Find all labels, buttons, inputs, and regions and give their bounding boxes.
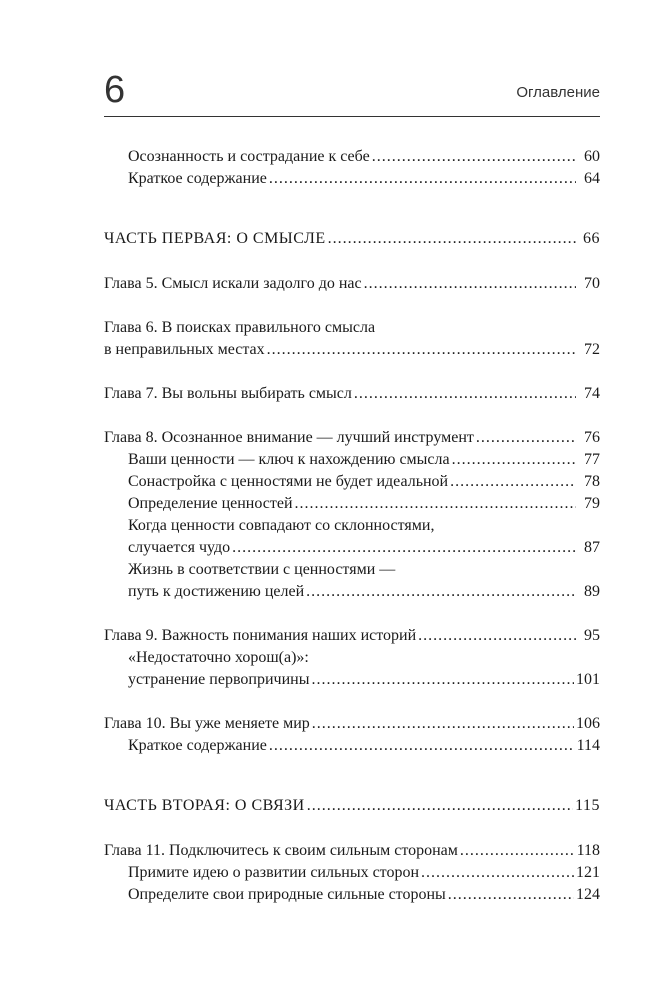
leader-dots xyxy=(476,427,576,449)
toc-entry-page: 114 xyxy=(576,737,600,754)
toc-entry-page: 60 xyxy=(584,148,600,165)
leader-dots xyxy=(372,146,576,168)
leader-dots xyxy=(452,449,576,471)
toc-entry-page: 106 xyxy=(576,715,600,732)
toc-entry-title: Примите идею о развитии сильных сторон xyxy=(128,864,420,881)
toc-entry-page: 115 xyxy=(575,797,600,814)
toc-entry[interactable] xyxy=(104,493,600,515)
toc-entry-page: 121 xyxy=(576,864,600,881)
toc-entry-page: 76 xyxy=(584,429,600,446)
toc-entry-title: Сонастройка с ценностями не будет идеальной xyxy=(128,473,449,490)
toc-part-heading[interactable] xyxy=(104,228,600,250)
toc-entry-title: ЧАСТЬ ПЕРВАЯ: О СМЫСЛЕ xyxy=(104,230,326,247)
leader-dots xyxy=(328,228,576,250)
toc-entry-title: устранение первопричины xyxy=(128,671,310,688)
toc-entry-title: путь к достижению целей xyxy=(128,583,305,600)
toc-entry-title: Краткое содержание xyxy=(128,170,267,187)
leader-dots xyxy=(448,884,574,906)
toc-entry-page: 89 xyxy=(584,583,600,600)
toc-chapter[interactable] xyxy=(104,273,600,295)
toc-entry[interactable] xyxy=(104,647,600,669)
leader-dots xyxy=(460,840,575,862)
toc-entry-title: Определите свои природные сильные стороны xyxy=(128,886,446,903)
toc-entry-title: ЧАСТЬ ВТОРАЯ: О СВЯЗИ xyxy=(104,797,305,814)
leader-dots xyxy=(450,471,576,493)
toc-entry-continuation[interactable] xyxy=(104,581,600,603)
leader-dots xyxy=(312,713,574,735)
toc-entry-title: Жизнь в соответствии с ценностями — xyxy=(128,561,396,578)
toc-chapter[interactable] xyxy=(104,840,600,862)
page-number: 6 xyxy=(104,69,126,111)
leader-dots xyxy=(306,581,576,603)
toc-chapter[interactable] xyxy=(104,713,600,735)
toc-entry[interactable] xyxy=(104,559,600,581)
toc-entry-title: «Недостаточно хорош(а)»: xyxy=(128,649,309,666)
toc-entry-page: 74 xyxy=(584,385,600,402)
leader-dots xyxy=(269,168,576,190)
leader-dots xyxy=(307,795,573,817)
toc-entry[interactable] xyxy=(104,862,600,884)
leader-dots xyxy=(364,273,576,295)
toc-entry-page: 66 xyxy=(583,230,600,247)
leader-dots xyxy=(418,625,576,647)
leader-dots xyxy=(421,862,574,884)
running-title: Оглавление xyxy=(516,84,600,101)
toc-entry[interactable] xyxy=(104,515,600,537)
toc-chapter[interactable] xyxy=(104,427,600,449)
toc-part-heading[interactable] xyxy=(104,795,600,817)
toc-entry[interactable] xyxy=(104,449,600,471)
toc-entry[interactable] xyxy=(104,146,600,168)
leader-dots xyxy=(295,493,576,515)
toc-entry[interactable] xyxy=(104,471,600,493)
leader-dots xyxy=(354,383,576,405)
toc-entry-title: случается чудо xyxy=(128,539,231,556)
toc-entry-page: 124 xyxy=(576,886,600,903)
toc-entry-page: 72 xyxy=(584,341,600,358)
toc-entry-title: Осознанность и сострадание к себе xyxy=(128,148,370,165)
leader-dots xyxy=(232,537,576,559)
toc-entry-page: 77 xyxy=(584,451,600,468)
toc-entry-title: Ваши ценности — ключ к нахождению смысла xyxy=(128,451,450,468)
toc-entry-page: 79 xyxy=(584,495,600,512)
toc-entry-title: Глава 6. В поисках правильного смысла xyxy=(104,319,376,336)
toc-entry-page: 78 xyxy=(584,473,600,490)
toc-entry-title: Глава 5. Смысл искали задолго до нас xyxy=(104,275,362,292)
toc-entry-page: 87 xyxy=(584,539,600,556)
toc-entry[interactable] xyxy=(104,735,600,757)
toc-entry-title: Глава 7. Вы вольны выбирать смысл xyxy=(104,385,352,402)
toc-entry-continuation[interactable] xyxy=(104,537,600,559)
leader-dots xyxy=(267,339,576,361)
toc-entry-title: Определение ценностей xyxy=(128,495,293,512)
page-header xyxy=(104,69,600,112)
toc-entry-title: Краткое содержание xyxy=(128,737,267,754)
toc-entry-title: Глава 9. Важность понимания наших историй xyxy=(104,627,417,644)
toc-entry-page: 95 xyxy=(584,627,600,644)
table-of-contents xyxy=(104,146,600,906)
toc-entry-title: Глава 11. Подключитесь к своим сильным сторонам xyxy=(104,842,458,859)
leader-dots xyxy=(311,669,574,691)
toc-entry-title: Глава 8. Осознанное внимание — лучший инструмент xyxy=(104,429,474,446)
header-rule xyxy=(104,116,600,117)
toc-entry[interactable] xyxy=(104,884,600,906)
toc-entry-page: 118 xyxy=(576,842,600,859)
toc-entry-title: Когда ценности совпадают со склонностями, xyxy=(128,517,435,534)
toc-entry-title: Глава 10. Вы уже меняете мир xyxy=(104,715,310,732)
toc-chapter[interactable] xyxy=(104,317,600,339)
toc-chapter[interactable] xyxy=(104,625,600,647)
toc-chapter-continuation[interactable] xyxy=(104,339,600,361)
toc-entry-title: в неправильных местах xyxy=(104,341,265,358)
leader-dots xyxy=(269,735,575,757)
toc-entry-page: 70 xyxy=(584,275,600,292)
toc-entry[interactable] xyxy=(104,168,600,190)
toc-entry-page: 101 xyxy=(576,671,600,688)
toc-entry-page: 64 xyxy=(584,170,600,187)
toc-entry-continuation[interactable] xyxy=(104,669,600,691)
toc-chapter[interactable] xyxy=(104,383,600,405)
